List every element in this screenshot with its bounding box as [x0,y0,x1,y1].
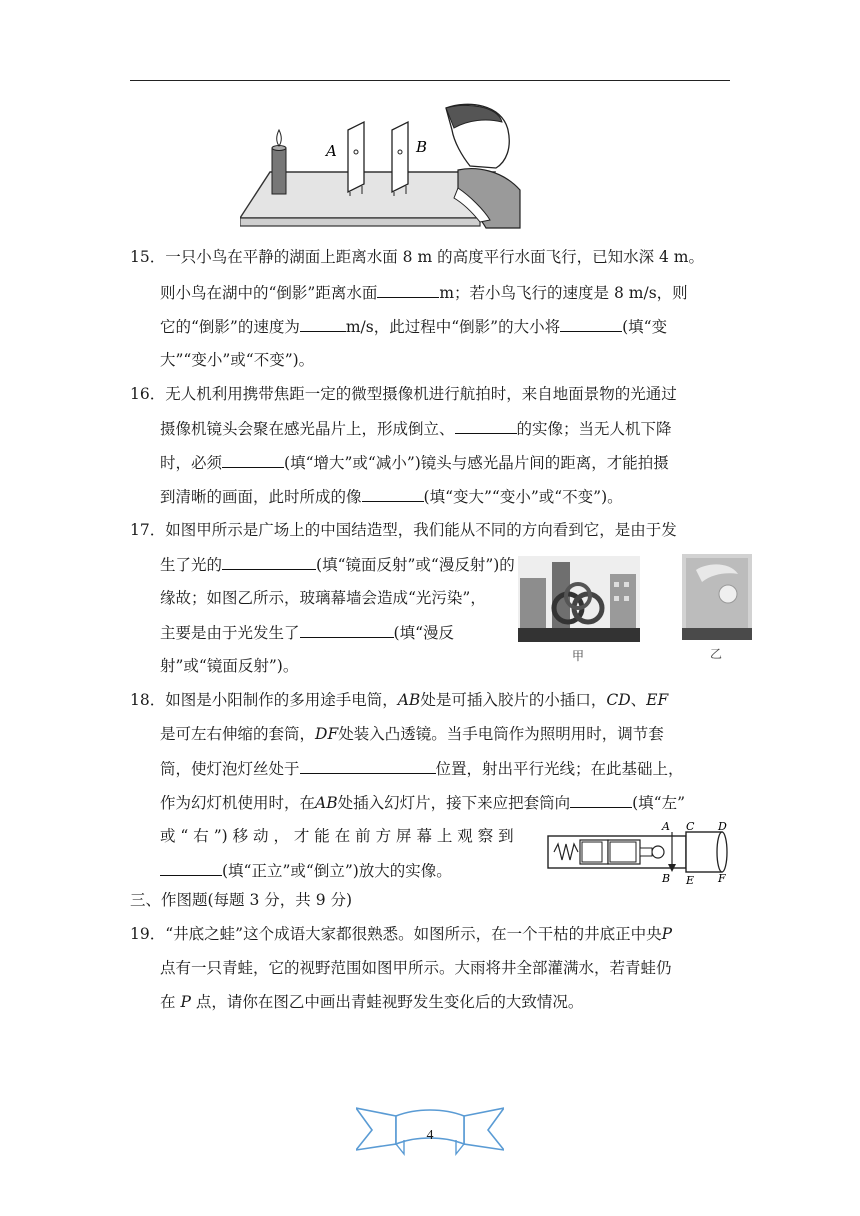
q18-blank-3[interactable] [160,859,222,876]
q17-blank-1[interactable] [222,553,316,570]
q18-line-3: 筒，使灯泡灯丝处于 位置，射出平行光线；在此基础上， [160,757,760,779]
q15-line-2: 则小鸟在湖中的“倒影”距离水面 m；若小鸟飞行的速度是 8 m/s，则 [160,281,760,303]
q15-blank-3[interactable] [560,315,622,332]
flashlight-diagram [544,818,734,886]
flashlight-label-e: E [686,874,695,886]
q16-blank-1[interactable] [455,417,517,434]
q16-line-1: 16．无人机利用携带焦距一定的微型摄像机进行航拍时，来自地面景物的光通过 [130,385,677,403]
section-heading: 三、作图题(每题 3 分，共 9 分) [130,891,353,909]
q16-line-3: 时，必须 (填“增大”或“减小”)镜头与感光晶片间的距离，才能拍摄 [160,451,760,473]
knot-caption-jia: 甲 [572,649,585,663]
q17-line-1: 17．如图甲所示是广场上的中国结造型，我们能从不同的方向看到它，是由于发 [130,521,677,539]
header-rule [130,80,730,81]
q15-line-1: 15．一只小鸟在平静的湖面上距离水面 8 m 的高度平行水面飞行，已知水深 4 m。 [130,248,704,266]
glass-wall-photo [682,554,754,666]
q19-line-3: 在 P 点，请你在图乙中画出青蛙视野发生变化后的大致情况。 [160,993,584,1011]
q16-line-2: 摄像机镜头会聚在感光晶片上，形成倒立、 的实像；当无人机下降 [160,417,760,439]
flashlight-label-f: F [718,872,726,885]
q18-line-4: 作为幻灯机使用时，在AB处插入幻灯片，接下来应把套筒向 (填“左” [160,791,760,813]
q19-line-2: 点有一只青蛙，它的视野范围如图甲所示。大雨将井全部灌满水，若青蛙仍 [160,959,672,977]
plate-b-label: B [416,138,428,156]
page-number: 4 [426,1128,434,1143]
flashlight-label-b: B [662,872,671,885]
q19-line-1: 19．“井底之蛙”这个成语大家都很熟悉。如图所示，在一个干枯的井底正中央P [130,925,673,943]
q18-line-1: 18．如图是小阳制作的多用途手电筒，AB处是可插入胶片的小插口，CD、EF [130,691,669,709]
q15-blank-2[interactable] [300,315,346,332]
q16-line-4: 到清晰的画面，此时所成的像 (填“变大”“变小”或“不变”)。 [160,485,760,507]
q18-blank-1[interactable] [300,757,436,774]
q18-line-6: (填“正立”或“倒立”)放大的实像。 [160,859,760,881]
q15-line-4: 大”“变小”或“不变”)。 [160,351,315,369]
chinese-knot-photo [518,556,640,666]
q17-line-4: 主要是由于光发生了 (填“漫反 [160,621,760,643]
q17-line-3: 缘故；如图乙所示，玻璃幕墙会造成“光污染”， [160,589,486,607]
plate-a-label: A [326,142,337,160]
q15-blank-1[interactable] [377,281,439,298]
q16-blank-2[interactable] [222,451,284,468]
flashlight-label-a: A [662,820,670,833]
flashlight-label-d: D [718,820,727,833]
q17-blank-2[interactable] [300,621,394,638]
q17-line-5: 射”或“镜面反射”)。 [160,657,299,675]
q15-line-3: 它的“倒影”的速度为 m/s，此过程中“倒影”的大小将 (填“变 [160,315,760,337]
q18-blank-2[interactable] [570,791,632,808]
q18-line-5: 或 “ 右 ”) 移 动 ， 才 能 在 前 方 屏 幕 上 观 察 到 [160,827,514,845]
q18-line-2: 是可左右伸缩的套筒，DF处装入凸透镜。当手电筒作为照明用时，调节套 [160,725,664,743]
q17-line-2: 生了光的 (填“镜面反射”或“漫反射”)的 [160,553,760,575]
wall-caption-yi: 乙 [710,647,723,661]
candle-experiment-figure [240,100,525,230]
q16-blank-3[interactable] [362,485,424,502]
flashlight-label-c: C [686,820,695,833]
